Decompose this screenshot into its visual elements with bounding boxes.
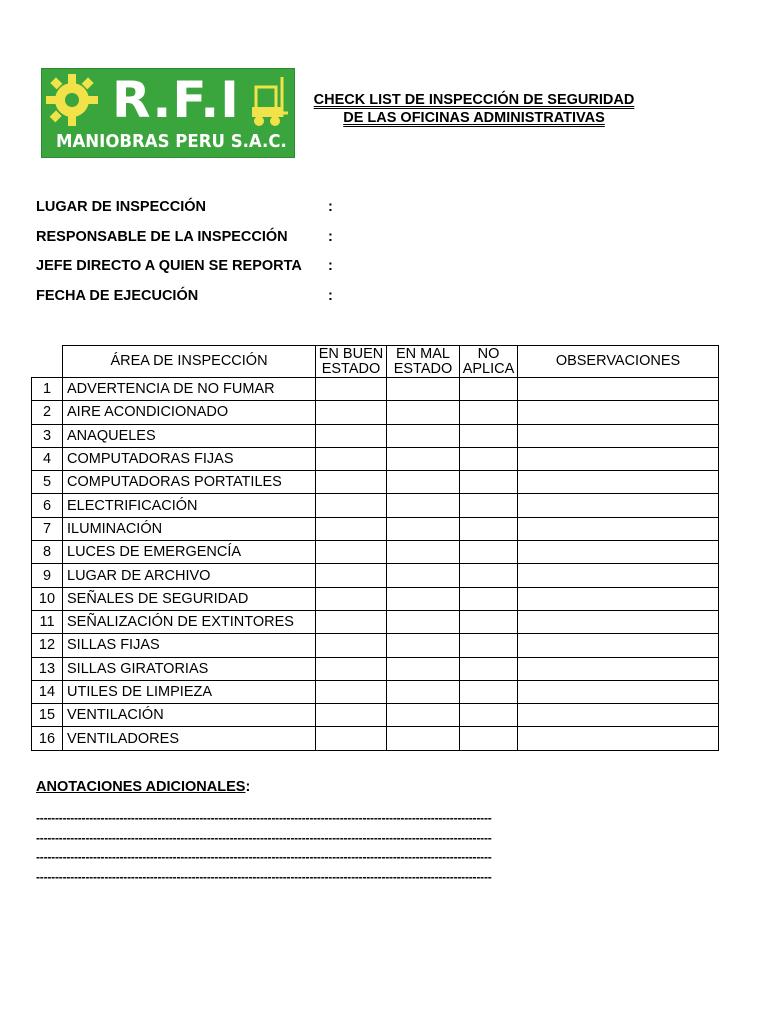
cell-no-aplica[interactable]: [460, 424, 518, 447]
header-mal-line2: ESTADO: [393, 360, 453, 377]
notes-colon: :: [245, 779, 251, 795]
table-row: [32, 657, 719, 680]
table-row: [32, 517, 719, 540]
cell-no-aplica[interactable]: [460, 704, 518, 727]
row-area-label: LUCES DE EMERGENCÍA: [63, 541, 316, 564]
cell-no-aplica[interactable]: [460, 401, 518, 424]
row-area-label: SILLAS FIJAS: [63, 634, 316, 657]
header-na-line1: NO: [477, 345, 500, 362]
table-row: [32, 424, 719, 447]
cell-mal-estado[interactable]: [387, 494, 460, 517]
cell-buen-estado[interactable]: [316, 471, 387, 494]
row-area-label: AIRE ACONDICIONADO: [63, 401, 316, 424]
row-area-label: COMPUTADORAS PORTATILES: [63, 471, 316, 494]
cell-mal-estado[interactable]: [387, 680, 460, 703]
cell-observaciones[interactable]: [518, 634, 719, 657]
cell-mal-estado[interactable]: [387, 541, 460, 564]
cell-buen-estado[interactable]: [316, 447, 387, 470]
cell-observaciones[interactable]: [518, 680, 719, 703]
row-area-label: SEÑALES DE SEGURIDAD: [63, 587, 316, 610]
company-logo: [41, 68, 295, 158]
table-row: [32, 378, 719, 401]
cell-no-aplica[interactable]: [460, 378, 518, 401]
header-buen-estado: [316, 346, 387, 378]
field-label: RESPONSABLE DE LA INSPECCIÓN: [36, 228, 288, 245]
cell-buen-estado[interactable]: [316, 517, 387, 540]
row-area-label: VENTILADORES: [63, 727, 316, 750]
row-number: 4: [32, 447, 63, 470]
header-no-aplica: [460, 346, 518, 378]
cell-observaciones[interactable]: [518, 657, 719, 680]
row-area-label: SILLAS GIRATORIAS: [63, 657, 316, 680]
cell-mal-estado[interactable]: [387, 471, 460, 494]
notes-line[interactable]: ------------------------------------------------------------------------------------------------------------------------: [36, 830, 492, 845]
cell-buen-estado[interactable]: [316, 727, 387, 750]
row-number: 12: [32, 634, 63, 657]
row-area-label: ILUMINACIÓN: [63, 517, 316, 540]
header-buen-line2: ESTADO: [321, 360, 381, 377]
row-number: 2: [32, 401, 63, 424]
notes-line[interactable]: ------------------------------------------------------------------------------------------------------------------------: [36, 850, 492, 864]
row-number: 6: [32, 494, 63, 517]
row-area-label: COMPUTADORAS FIJAS: [63, 447, 316, 470]
field-label: LUGAR DE INSPECCIÓN: [36, 199, 206, 215]
table-row: [32, 727, 719, 750]
row-number: 14: [32, 680, 63, 703]
cell-no-aplica[interactable]: [460, 727, 518, 750]
table-row: [32, 494, 719, 517]
row-area-label: SEÑALIZACIÓN DE EXTINTORES: [63, 610, 316, 633]
cell-mal-estado[interactable]: [387, 447, 460, 470]
cell-buen-estado[interactable]: [316, 541, 387, 564]
cell-mal-estado[interactable]: [387, 610, 460, 633]
title-line-2: DE LAS OFICINAS ADMINISTRATIVAS: [343, 110, 605, 126]
row-area-label: UTILES DE LIMPIEZA: [63, 680, 316, 703]
table-row: [32, 471, 719, 494]
notes-line[interactable]: ------------------------------------------------------------------------------------------------------------------------: [36, 811, 492, 825]
field-colon: :: [328, 199, 333, 215]
cell-observaciones[interactable]: [518, 424, 719, 447]
notes-title: ANOTACIONES ADICIONALES: [36, 779, 246, 795]
row-area-label: ADVERTENCIA DE NO FUMAR: [63, 378, 316, 401]
cell-observaciones[interactable]: [518, 610, 719, 633]
cell-buen-estado[interactable]: [316, 378, 387, 401]
header-buen-line1: EN BUEN: [318, 345, 384, 362]
field-label: FECHA DE EJECUCIÓN: [36, 287, 199, 304]
logo-title: R.F.I: [112, 71, 240, 129]
cell-observaciones[interactable]: [518, 447, 719, 470]
table-header-row: [32, 346, 719, 378]
row-number: 7: [32, 517, 63, 540]
notes-lines: [36, 809, 640, 887]
cell-mal-estado[interactable]: [387, 657, 460, 680]
row-number: 16: [32, 727, 63, 750]
forklift-icon: [248, 73, 290, 131]
cell-mal-estado[interactable]: [387, 564, 460, 587]
cell-no-aplica[interactable]: [460, 517, 518, 540]
header-blank: [32, 346, 63, 378]
header-na-line2: APLICA: [462, 360, 515, 377]
cell-observaciones[interactable]: [518, 378, 719, 401]
table-row: [32, 564, 719, 587]
table-row: [32, 704, 719, 727]
cell-observaciones[interactable]: [518, 704, 719, 727]
cell-no-aplica[interactable]: [460, 587, 518, 610]
cell-buen-estado[interactable]: [316, 401, 387, 424]
cell-no-aplica[interactable]: [460, 471, 518, 494]
cell-mal-estado[interactable]: [387, 517, 460, 540]
table-row: [32, 610, 719, 633]
header-mal-estado: [387, 346, 460, 378]
row-number: 8: [32, 541, 63, 564]
title-line-1: CHECK LIST DE INSPECCIÓN DE SEGURIDAD: [313, 92, 635, 108]
header-area: ÁREA DE INSPECCIÓN: [63, 346, 316, 378]
cell-mal-estado[interactable]: [387, 727, 460, 750]
cell-mal-estado[interactable]: [387, 634, 460, 657]
cell-observaciones[interactable]: [518, 727, 719, 750]
cell-mal-estado[interactable]: [387, 378, 460, 401]
cell-observaciones[interactable]: [518, 541, 719, 564]
row-area-label: ELECTRIFICACIÓN: [63, 494, 316, 517]
cell-mal-estado[interactable]: [387, 704, 460, 727]
checklist-table: [31, 345, 719, 751]
notes-line[interactable]: ------------------------------------------------------------------------------------------------------------------------: [36, 869, 492, 884]
cell-buen-estado[interactable]: [316, 634, 387, 657]
cell-observaciones[interactable]: [518, 471, 719, 494]
cell-buen-estado[interactable]: [316, 610, 387, 633]
notes-heading: [36, 779, 250, 795]
cell-buen-estado[interactable]: [316, 494, 387, 517]
cell-no-aplica[interactable]: [460, 564, 518, 587]
field-colon: :: [328, 228, 333, 245]
cell-observaciones[interactable]: [518, 587, 719, 610]
cell-observaciones[interactable]: [518, 401, 719, 424]
gear-icon: [46, 72, 104, 130]
table-row: [32, 541, 719, 564]
cell-buen-estado[interactable]: [316, 587, 387, 610]
cell-observaciones[interactable]: [518, 517, 719, 540]
row-area-label: LUGAR DE ARCHIVO: [63, 564, 316, 587]
cell-no-aplica[interactable]: [460, 541, 518, 564]
table-row: [32, 401, 719, 424]
table-row: [32, 447, 719, 470]
cell-no-aplica[interactable]: [460, 610, 518, 633]
row-number: 5: [32, 471, 63, 494]
cell-no-aplica[interactable]: [460, 494, 518, 517]
document-title: [300, 91, 648, 127]
field-colon: :: [328, 258, 333, 274]
cell-buen-estado[interactable]: [316, 564, 387, 587]
cell-mal-estado[interactable]: [387, 424, 460, 447]
logo-subtitle: MANIOBRAS PERU S.A.C.: [56, 131, 287, 152]
field-label: JEFE DIRECTO A QUIEN SE REPORTA: [36, 258, 302, 274]
cell-no-aplica[interactable]: [460, 634, 518, 657]
table-row: [32, 680, 719, 703]
row-number: 10: [32, 587, 63, 610]
cell-observaciones[interactable]: [518, 494, 719, 517]
cell-mal-estado[interactable]: [387, 587, 460, 610]
row-area-label: ANAQUELES: [63, 424, 316, 447]
cell-buen-estado[interactable]: [316, 680, 387, 703]
cell-mal-estado[interactable]: [387, 401, 460, 424]
cell-buen-estado[interactable]: [316, 424, 387, 447]
table-row: [32, 634, 719, 657]
header-mal-line1: EN MAL: [396, 345, 450, 362]
cell-no-aplica[interactable]: [460, 657, 518, 680]
cell-no-aplica[interactable]: [460, 447, 518, 470]
row-area-label: VENTILACIÓN: [63, 704, 316, 727]
cell-buen-estado[interactable]: [316, 657, 387, 680]
cell-observaciones[interactable]: [518, 564, 719, 587]
cell-buen-estado[interactable]: [316, 704, 387, 727]
row-number: 13: [32, 657, 63, 680]
cell-no-aplica[interactable]: [460, 680, 518, 703]
row-number: 9: [32, 564, 63, 587]
table-row: [32, 587, 719, 610]
field-colon: :: [328, 287, 333, 304]
row-number: 1: [32, 378, 63, 401]
row-number: 15: [32, 704, 63, 727]
header-observaciones: OBSERVACIONES: [518, 346, 719, 378]
row-number: 11: [32, 610, 63, 633]
row-number: 3: [32, 424, 63, 447]
